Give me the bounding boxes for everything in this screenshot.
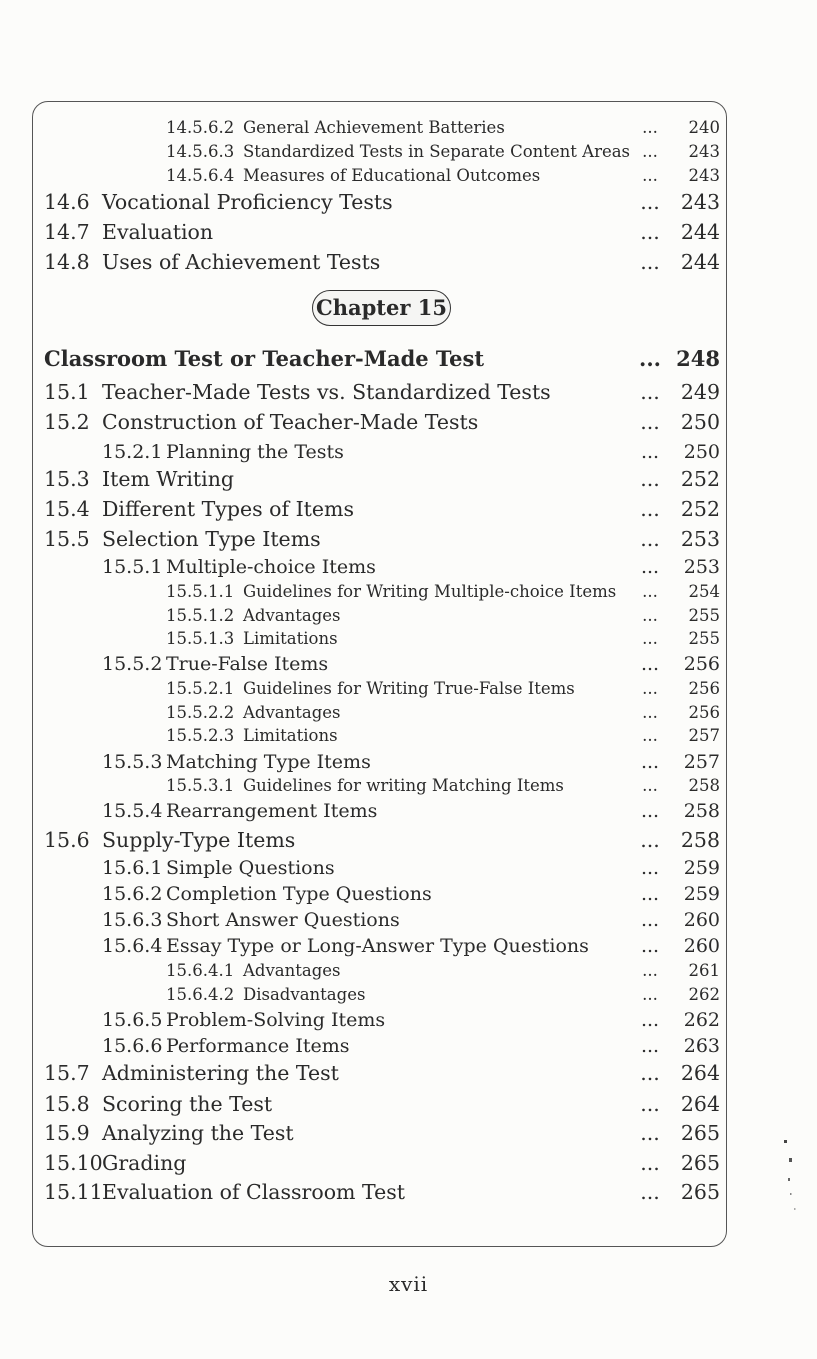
toc-entry-dots: ... [640,1151,660,1175]
toc-entry-dots: ... [640,857,660,879]
toc-entry-dots: ... [642,118,658,137]
toc-entry-title: Performance Items [166,1035,350,1057]
toc-entry-title: Selection Type Items [102,527,321,551]
toc-entry-page: 264 [680,1092,720,1116]
toc-entry-title: Guidelines for writing Matching Items [243,776,564,795]
toc-entry-title: Evaluation of Classroom Test [102,1180,405,1204]
toc-entry-number: 15.2.1 [102,441,163,463]
toc-entry-dots: ... [640,1180,660,1204]
toc-entry [0,527,720,555]
toc-entry-number: 15.6.6 [102,1035,163,1057]
toc-entry [0,800,720,828]
toc-entry-page: 265 [680,1151,720,1175]
toc-entry-number: 15.4 [44,497,90,521]
chapter-badge: Chapter 15 [312,290,451,326]
toc-entry-dots: ... [640,1061,660,1085]
toc-entry-page: 262 [688,985,720,1004]
toc-entry-page: 256 [688,703,720,722]
toc-entry-dots: ... [642,142,658,161]
toc-entry-page: 240 [688,118,720,137]
toc-entry-dots: ... [642,961,658,980]
toc-entry-number: 15.5.2.3 [166,726,235,745]
toc-entry-page: 262 [683,1009,720,1031]
toc-entry [0,726,720,754]
toc-entry-page: 244 [680,220,720,244]
toc-entry-number: 14.6 [44,190,90,214]
toc-entry-number: 14.5.6.3 [166,142,235,161]
toc-entry [0,497,720,525]
toc-entry-dots: ... [640,1035,660,1057]
toc-entry-number: 15.6 [44,828,90,852]
toc-entry-number: 15.2 [44,410,90,434]
toc-entry [0,1151,720,1179]
toc-entry-page: 259 [683,857,720,879]
toc-entry-dots: ... [640,1009,660,1031]
toc-entry-dots: ... [642,726,658,745]
toc-entry-number: 15.6.1 [102,857,163,879]
toc-entry-number: 15.5.1.3 [166,629,235,648]
toc-entry-dots: ... [642,166,658,185]
toc-entry-dots: ... [642,703,658,722]
toc-entry-title: Advantages [243,606,341,625]
toc-entry-title: Disadvantages [243,985,366,1004]
toc-entry-number: 15.5.2.2 [166,703,235,722]
toc-entry-title: Essay Type or Long-Answer Type Questions [166,935,589,957]
toc-entry-dots: ... [640,828,660,852]
toc-entry-number: 15.6.4 [102,935,163,957]
toc-entry-number: 15.9 [44,1121,90,1145]
toc-entry-page: 243 [680,190,720,214]
toc-entry [0,653,720,681]
toc-entry-page: 252 [680,467,720,491]
toc-entry [0,1061,720,1089]
toc-entry-dots: ... [640,220,660,244]
toc-entry-number: 15.7 [44,1061,90,1085]
toc-entry [0,410,720,438]
toc-entry-page: 260 [683,909,720,931]
toc-entry-title: Different Types of Items [102,497,354,521]
toc-entry [0,467,720,495]
toc-entry-dots: ... [639,346,661,371]
toc-entry-page: 249 [680,380,720,404]
toc-entry-page: 257 [688,726,720,745]
toc-entry-title: Planning the Tests [166,441,344,463]
toc-entry-number: 14.5.6.4 [166,166,235,185]
toc-entry-number: 15.8 [44,1092,90,1116]
toc-entry-number: 15.5.1.2 [166,606,235,625]
toc-entry-title: Standardized Tests in Separate Content Areas [243,142,631,161]
toc-entry [0,828,720,856]
toc-entry-title: True-False Items [166,653,329,675]
toc-entry-number: 14.5.6.2 [166,118,235,137]
toc-entry-page: 252 [680,497,720,521]
toc-entry-page: 258 [680,828,720,852]
page-number: xvii [388,1272,429,1296]
toc-entry-page: 264 [680,1061,720,1085]
toc-entry-title: Advantages [243,703,341,722]
toc-entry-number: 15.5.1 [102,556,163,578]
toc-entry [0,883,720,911]
toc-entry-page: 259 [683,883,720,905]
speck [788,1178,790,1181]
scan-specks [780,1138,800,1218]
toc-entry-page: 254 [688,582,720,601]
toc-entry-title: General Achievement Batteries [243,118,505,137]
toc-entry-page: 263 [683,1035,720,1057]
toc-entry-title: Limitations [243,629,338,648]
speck [789,1158,792,1162]
toc-entry [0,751,720,779]
toc-entry-page: 260 [683,935,720,957]
toc-entry-dots: ... [640,467,660,491]
toc-entry-dots: ... [640,1121,660,1145]
toc-entry-dots: ... [642,679,658,698]
toc-entry-dots: ... [640,935,660,957]
toc-entry-dots: ... [640,751,660,773]
toc-entry-dots: ... [640,527,660,551]
toc-entry-page: 250 [680,410,720,434]
toc-entry-title: Simple Questions [166,857,335,879]
toc-entry-title: Guidelines for Writing True-False Items [243,679,575,698]
toc-entry-number: 15.6.3 [102,909,163,931]
toc-entry-number: 15.6.4.2 [166,985,235,1004]
toc-entry-page: 243 [688,166,720,185]
speck [790,1193,792,1195]
toc-entry-page: 250 [683,441,720,463]
toc-entry-dots: ... [642,606,658,625]
toc-entry [0,1035,720,1063]
toc-entry-number: 15.5.3.1 [166,776,235,795]
toc-entry-page: 258 [688,776,720,795]
toc-entry-title: Teacher-Made Tests vs. Standardized Tests [102,380,551,404]
toc-entry [0,1121,720,1149]
toc-entry-page: 255 [688,606,720,625]
toc-entry-title: Uses of Achievement Tests [102,250,381,274]
toc-entry-title: Evaluation [102,220,214,244]
toc-entry-page: 261 [688,961,720,980]
toc-entry-title: Matching Type Items [166,751,371,773]
toc-entry-dots: ... [640,497,660,521]
toc-entry-page: 256 [683,653,720,675]
toc-entry-title: Problem-Solving Items [166,1009,386,1031]
toc-entry-dots: ... [640,800,660,822]
toc-entry [0,250,720,278]
toc-entry-dots: ... [640,380,660,404]
toc-entry-title: Measures of Educational Outcomes [243,166,541,185]
toc-entry-page: 253 [683,556,720,578]
toc-entry [0,441,720,469]
toc-entry-page: 255 [688,629,720,648]
toc-entry-dots: ... [642,985,658,1004]
toc-entry-dots: ... [642,629,658,648]
toc-entry [0,935,720,963]
toc-entry-number: 15.5 [44,527,90,551]
toc-entry [0,857,720,885]
toc-entry-number: 15.6.5 [102,1009,163,1031]
toc-entry-title: Completion Type Questions [166,883,432,905]
toc-entry [0,190,720,218]
toc-entry-title: Grading [102,1151,187,1175]
toc-entry-number: 14.8 [44,250,90,274]
toc-entry-title: Short Answer Questions [166,909,400,931]
toc-entry-number: 15.11 [44,1180,103,1204]
toc-entry-number: 15.5.2 [102,653,163,675]
toc-entry [0,1180,720,1208]
toc-entry-page: 265 [680,1121,720,1145]
toc-entry-number: 15.10 [44,1151,103,1175]
toc-entry-page: 256 [688,679,720,698]
toc-entry-number: 15.3 [44,467,90,491]
toc-entry-dots: ... [640,883,660,905]
toc-entry-number: 15.6.4.1 [166,961,235,980]
toc-entry-dots: ... [640,250,660,274]
toc-entry-dots: ... [640,441,660,463]
toc-entry [0,556,720,584]
toc-entry-title: Scoring the Test [102,1092,273,1116]
toc-entry-dots: ... [642,582,658,601]
toc-entry-number: 15.5.2.1 [166,679,235,698]
toc-entry [0,220,720,248]
speck [784,1140,787,1143]
toc-entry-title: Administering the Test [102,1061,339,1085]
toc-entry-page: 257 [683,751,720,773]
toc-entry-dots: ... [640,410,660,434]
toc-entry-title: Multiple-choice Items [166,556,376,578]
toc-entry-page: 248 [676,346,720,371]
speck [794,1208,796,1210]
toc-entry-page: 258 [683,800,720,822]
toc-entry [0,1009,720,1037]
toc-entry-page: 244 [680,250,720,274]
toc-entry-page: 253 [680,527,720,551]
toc-entry-dots: ... [640,909,660,931]
toc-entry-title: Guidelines for Writing Multiple-choice Items [243,582,617,601]
toc-entry-dots: ... [640,190,660,214]
toc-entry-title: Construction of Teacher-Made Tests [102,410,479,434]
toc-entry-title: Vocational Proficiency Tests [102,190,393,214]
toc-entry-title: Analyzing the Test [102,1121,294,1145]
toc-entry-number: 15.5.4 [102,800,163,822]
toc-entry-page: 243 [688,142,720,161]
toc-entry-title: Classroom Test or Teacher-Made Test [44,346,485,371]
chapter-heading-entry [0,346,720,374]
toc-entry-title: Supply-Type Items [102,828,296,852]
toc-entry-title: Rearrangement Items [166,800,378,822]
toc-entry-dots: ... [640,653,660,675]
toc-entry-title: Limitations [243,726,338,745]
toc-entry-number: 15.5.1.1 [166,582,235,601]
toc-entry-page: 265 [680,1180,720,1204]
toc-entry [0,1092,720,1120]
toc-entry-dots: ... [640,1092,660,1116]
toc-entry-number: 15.6.2 [102,883,163,905]
toc-entry [0,380,720,408]
toc-entry-title: Advantages [243,961,341,980]
toc-entry-dots: ... [642,776,658,795]
toc-entry-number: 14.7 [44,220,90,244]
toc-entry-number: 15.5.3 [102,751,163,773]
toc-entry-dots: ... [640,556,660,578]
toc-entry [0,909,720,937]
toc-entry-title: Item Writing [102,467,235,491]
toc-entry-number: 15.1 [44,380,90,404]
